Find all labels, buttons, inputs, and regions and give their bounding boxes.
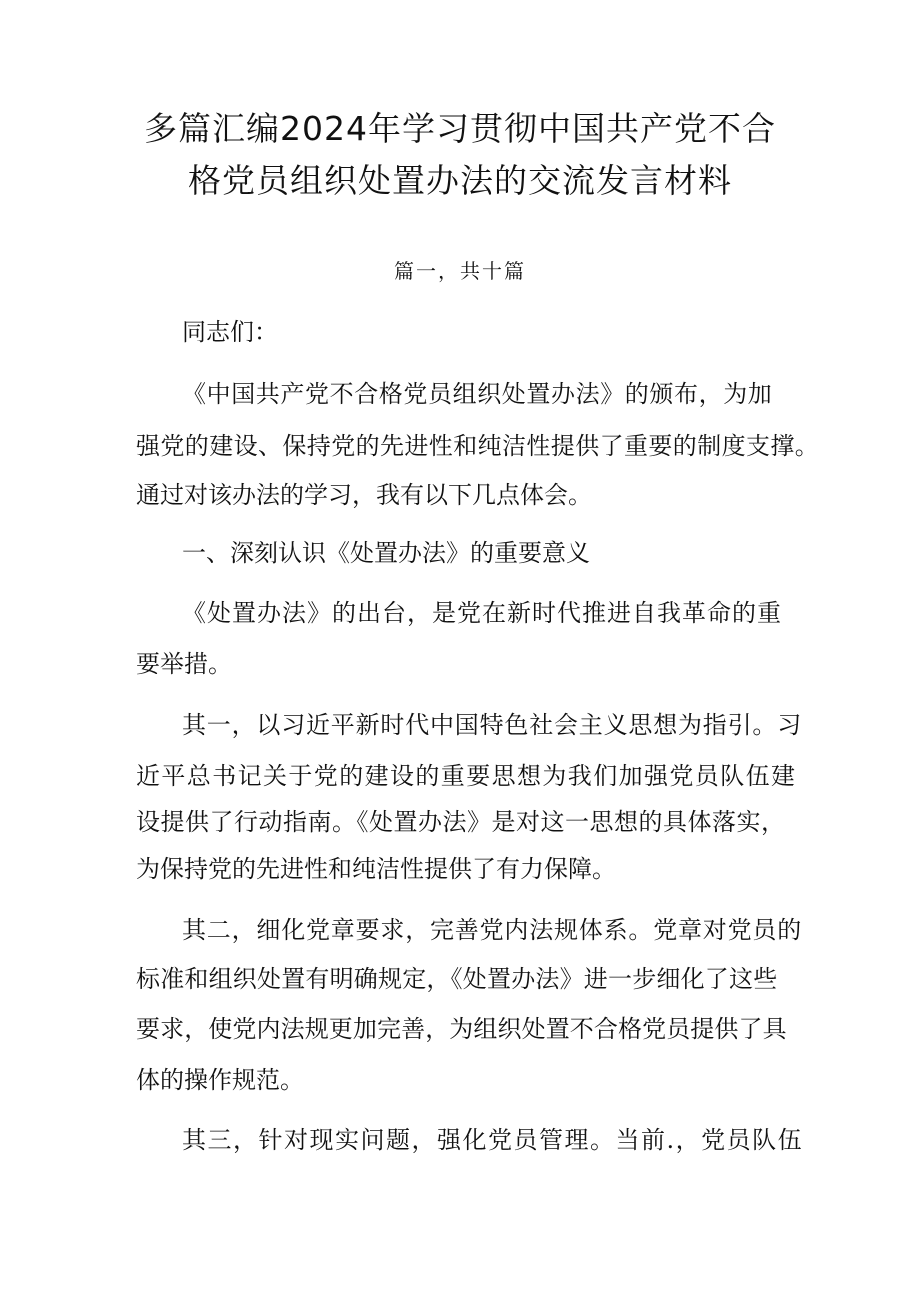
document-title-line-2: 格党员组织处置办法的交流发言材料 <box>188 161 732 200</box>
paragraph-line: 设提供了行动指南。《处置办法》是对这一思想的具体落实， <box>136 808 786 836</box>
section-heading: 一、深刻认识《处置办法》的重要意义 <box>182 539 590 567</box>
paragraph-line: 其一，以习近平新时代中国特色社会主义思想为指引。习 <box>182 711 802 739</box>
greeting: 同志们： <box>182 318 278 346</box>
paragraph-line: 通过对该办法的学习，我有以下几点体会。 <box>136 481 592 509</box>
paragraph-line: 体的操作规范。 <box>136 1066 304 1094</box>
paragraph-line: 近平总书记关于党的建设的重要思想为我们加强党员队伍建 <box>136 762 797 790</box>
paragraph-line: 要举措。 <box>136 650 232 678</box>
paragraph-line: 《中国共产党不合格党员组织处置办法》的颁布，为加 <box>182 380 773 408</box>
paragraph-line: 强党的建设、保持党的先进性和纯洁性提供了重要的制度支撑。 <box>136 432 820 460</box>
document-subtitle: 篇一，共十篇 <box>394 259 526 283</box>
paragraph-line: 标准和组织处置有明确规定，《处置办法》进一步细化了这些 <box>136 965 778 993</box>
document-title-line-1: 多篇汇编2024年学习贯彻中国共产党不合 <box>144 109 776 148</box>
paragraph-line: 为保持党的先进性和纯洁性提供了有力保障。 <box>136 855 616 883</box>
paragraph-line: 其二，细化党章要求，完善党内法规体系。党章对党员的 <box>182 916 802 944</box>
paragraph-line: 要求，使党内法规更加完善，为组织处置不合格党员提供了具 <box>136 1015 787 1043</box>
paragraph-line: 其三，针对现实问题，强化党员管理。当前.，党员队伍 <box>182 1126 804 1154</box>
paragraph-line: 《处置办法》的出台，是党在新时代推进自我革命的重 <box>182 599 782 627</box>
